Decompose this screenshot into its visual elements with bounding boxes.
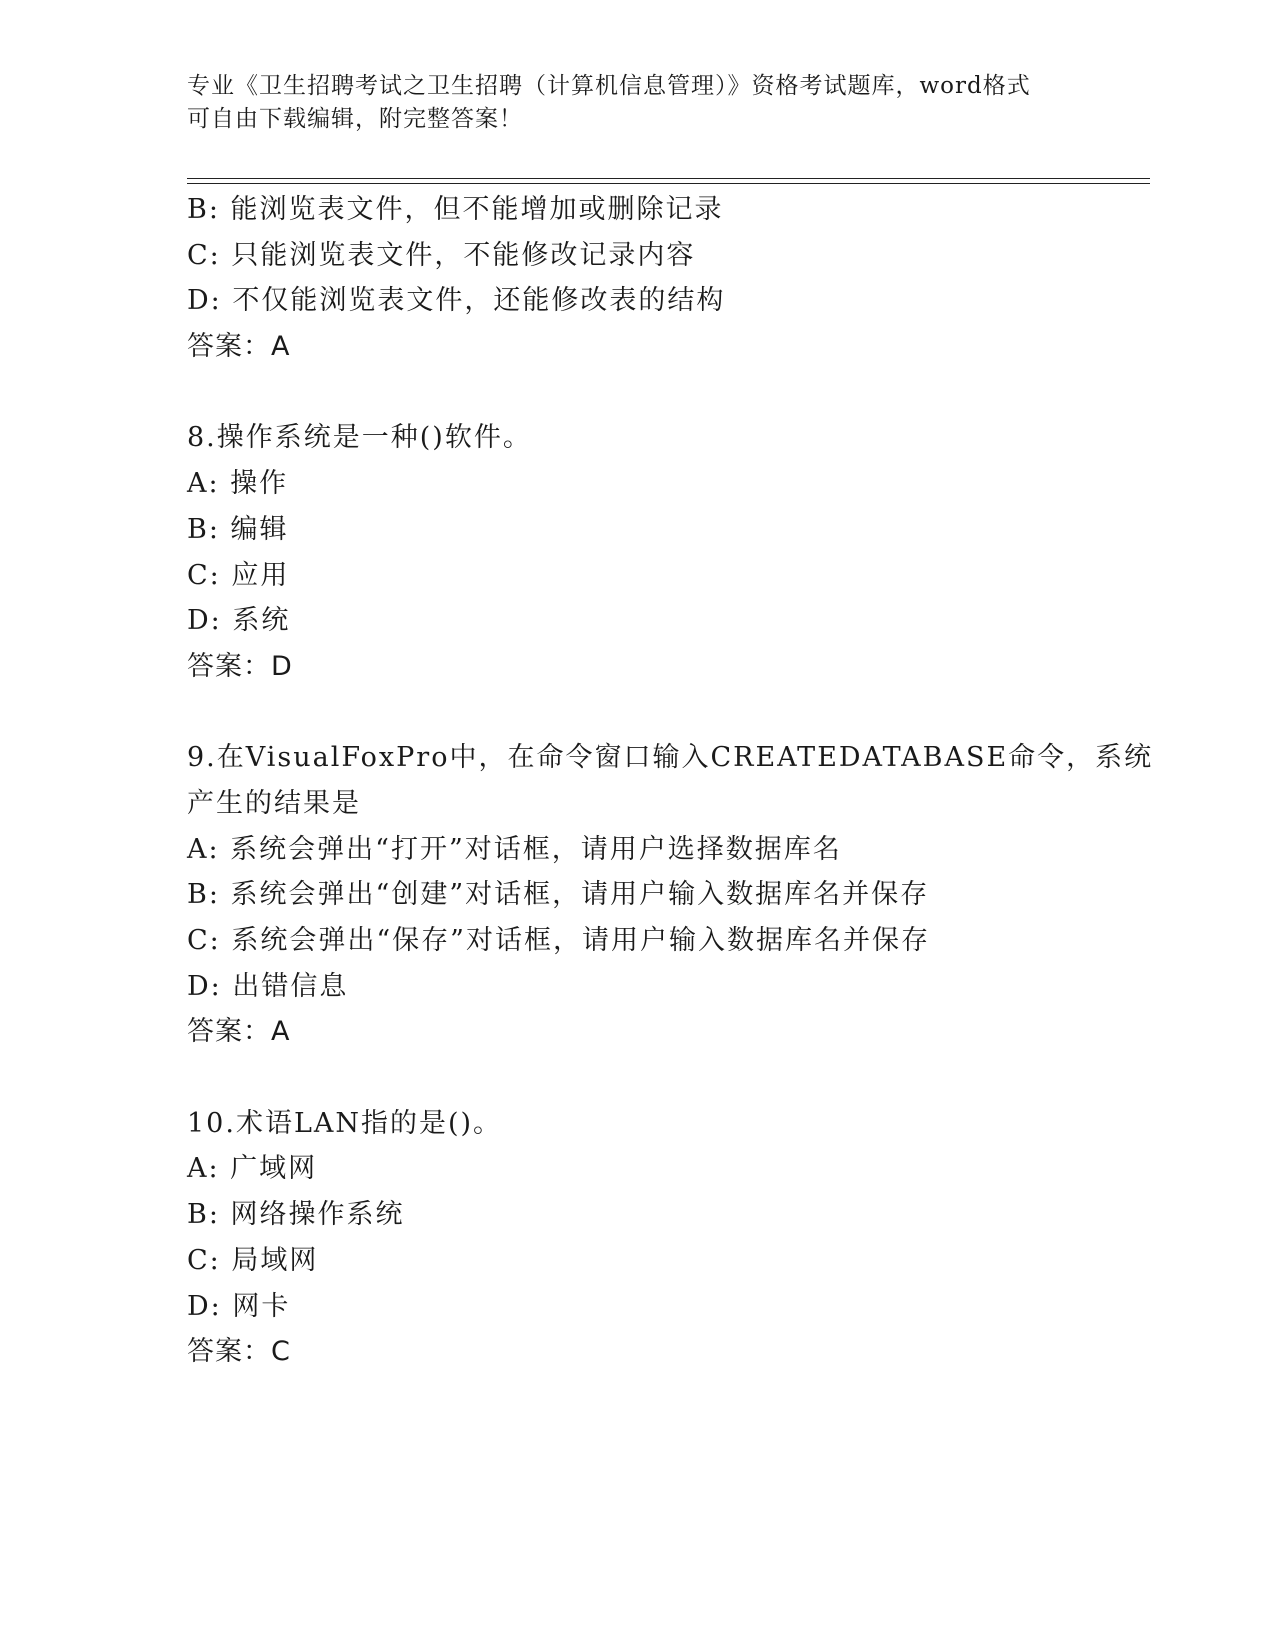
option-b: B: 能浏览表文件，但不能增加或删除记录: [187, 194, 724, 225]
question-7-partial: [187, 187, 1147, 370]
document-header: [187, 70, 1087, 136]
answer: 答案：A: [187, 331, 291, 363]
question-text: 10.术语LAN指的是()。: [187, 1107, 503, 1139]
option-d: D: 出错信息: [187, 970, 349, 1002]
answer: 答案：C: [187, 1336, 291, 1368]
question-spacer: [187, 370, 1147, 416]
question-text: 8.操作系统是一种()软件。: [187, 422, 532, 454]
option-d: D: 网卡: [187, 1290, 291, 1322]
option-b: B: 网络操作系统: [187, 1199, 405, 1231]
header-line-2: 可自由下载编辑，附完整答案！: [187, 106, 523, 132]
option-a: A: 广域网: [187, 1153, 318, 1185]
header-divider-top: [187, 178, 1150, 179]
option-a: A: 系统会弹出“打开”对话框，请用户选择数据库名: [187, 833, 842, 865]
question-10: [187, 1101, 1147, 1375]
option-d: D: 系统: [187, 605, 291, 637]
option-b: B: 编辑: [187, 513, 289, 545]
option-c: C: 局域网: [187, 1244, 319, 1276]
header-line-1: 专业《卫生招聘考试之卫生招聘（计算机信息管理）》资格考试题库，word格式: [187, 73, 1031, 99]
answer: 答案：D: [187, 650, 293, 682]
question-9: [187, 735, 1154, 1055]
option-c: C: 系统会弹出“保存”对话框，请用户输入数据库名并保存: [187, 925, 930, 956]
option-c: C: 只能浏览表文件，不能修改记录内容: [187, 239, 696, 271]
question-8: [187, 415, 1147, 689]
question-text-continued: 产生的结果是: [187, 787, 361, 819]
header-divider-bottom: [187, 183, 1150, 184]
question-spacer: [187, 690, 1147, 736]
question-spacer: [187, 1055, 1147, 1101]
question-text: 9.在VisualFoxPro中，在命令窗口输入CREATEDATABASE命令，系统: [187, 742, 1154, 774]
option-b: B: 系统会弹出“创建”对话框，请用户输入数据库名并保存: [187, 879, 930, 911]
question-list: [187, 187, 1154, 1375]
option-a: A: 操作: [187, 468, 289, 500]
option-d: D: 不仅能浏览表文件，还能修改表的结构: [187, 285, 726, 317]
answer: 答案：A: [187, 1016, 291, 1048]
option-c: C: 应用: [187, 559, 290, 591]
